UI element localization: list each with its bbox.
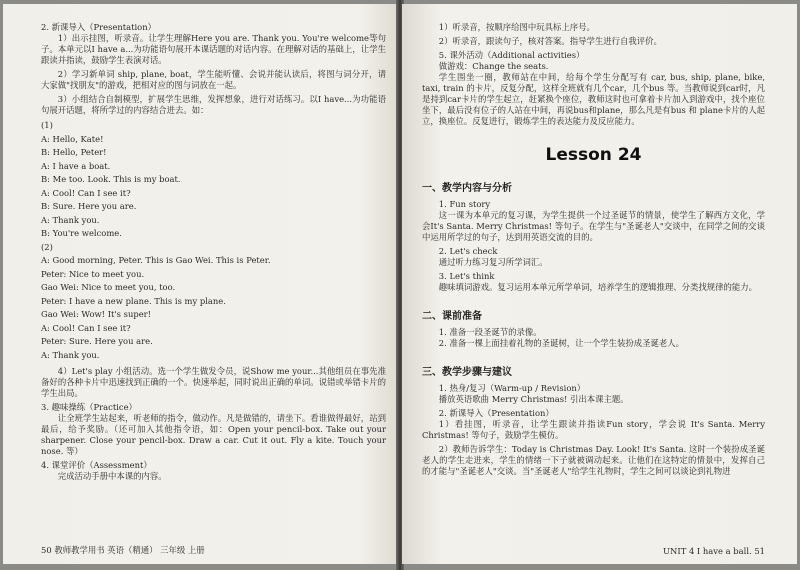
dialogue-line: B: Me too. Look. This is my boat.	[41, 174, 181, 184]
subsection-title: 3. Let's think	[438, 271, 495, 281]
dialogue-line: A: Cool! Can I see it?	[41, 322, 131, 333]
paragraph: 2）学习新单词 ship, plane, boat，学生能听懂、会说并能认读后，将图与词分开，请大家做"找朋友"的游戏，把相对应的图与词放在一起。	[41, 69, 386, 90]
paragraph: 3）小组结合自制模型，扩展学生思维，发挥想象，进行对话练习。以I have...为功能语句展开话题，将所学过的内容结合进去。如：	[41, 94, 386, 115]
dialogue-line: Peter: Sure. Here you are.	[41, 336, 153, 346]
dialogue-line: A: I have a boat.	[41, 160, 111, 171]
example-label: (2)	[41, 241, 53, 252]
dialogue-line: B: Hello, Peter!	[41, 147, 107, 157]
section-heading: 一、教学内容与分析	[422, 183, 512, 194]
section-heading: 三、教学步骤与建议	[422, 367, 512, 378]
list-item: 1. 准备一段圣诞节的录像。	[438, 327, 542, 337]
paragraph: 学生围坐一圈，教师站在中间，给每个学生分配写有 car, bus, ship, plane, bike, taxi, train 的卡片，反复分配，这样全班就有几个car，几个bus 等。当教师说到car时，凡是持到car卡片的学生起立，赶紧换个座位，教师这时也可拿着卡片加入到游戏中，找个座位坐下，最后没有位子的人站在中间，再说bus和plane，那么凡是有bus 和 plane卡片的人起立，换座位。反复进行，锻炼学生的表达能力及反应能力。	[422, 72, 765, 126]
section-title: 3. 趣味操练（Practice）	[41, 402, 137, 412]
paragraph: 1）出示挂图，听录音。让学生理解Here you are. Thank you. You're welcome等句子。本单元以I have a...为功能语句展开本课话题的对话内容。在理解对话的基础上，让学生跟读并指读，鼓励学生表演对话。	[41, 33, 386, 65]
left-page	[3, 4, 398, 564]
paragraph: 通过听力练习复习所学词汇。	[438, 257, 548, 267]
dialogue-line: A: Thank you.	[41, 214, 100, 225]
dialogue-line: Peter: Nice to meet you.	[41, 268, 145, 279]
section-title: 4. 课堂评价（Assessment）	[41, 460, 152, 470]
dialogue-line: B: Sure. Here you are.	[41, 201, 137, 211]
dialogue-line: Gao Wei: Nice to meet you, too.	[41, 282, 176, 292]
lesson-title: Lesson 24	[545, 145, 642, 165]
page-footer: 50 教师教学用书 英语（精通） 三年级 上册	[41, 545, 205, 555]
section-title: 5. 课外活动（Additional activities）	[438, 50, 585, 60]
paragraph: 这一课为本单元的复习课，为学生提供一个过圣诞节的情景，使学生了解西方文化，学会It's Santa. Merry Christmas! 等句子。在学生与"圣诞老人"交谈中，在同学之间的交谈中运用所学过的句子，达到用英语交流的目的。	[422, 210, 765, 242]
paragraph: 1）看挂图，听录音，让学生跟读并指读Fun story，学会说 It's Santa. Merry Christmas! 等句子，鼓励学生模仿。	[422, 419, 765, 440]
paragraph: 让全班学生站起来，听老师的指令，做动作。凡是做错的，请坐下。看谁做得最好，站到最后，给予奖励。（还可加入其他指令语，如：Open your pencil-box. Take out your sharpener. Close your pencil-box. Draw a car. Cut it out. Fly a kite. Touch your nose. 等）	[41, 413, 386, 456]
subsection-title: 2. 新课导入（Presentation）	[438, 408, 554, 418]
dialogue-line: B: You're welcome.	[41, 228, 122, 238]
paragraph: 完成活动手册中本课的内容。	[57, 471, 167, 481]
list-item: 2. 准备一棵上面挂着礼物的圣诞树，让一个学生装扮成圣诞老人。	[438, 338, 684, 348]
paragraph: 2）听录音，跟读句子，核对答案。指导学生进行自我评价。	[438, 36, 662, 46]
dialogue-line: A: Thank you.	[41, 349, 100, 360]
dialogue-line: A: Good morning, Peter. This is Gao Wei. This is Peter.	[41, 255, 271, 265]
subsection-title: 1. Fun story	[438, 199, 491, 209]
page-footer: UNIT 4 I have a ball. 51	[663, 546, 765, 556]
dialogue-line: A: Cool! Can I see it?	[41, 187, 131, 198]
section-heading: 二、课前准备	[422, 311, 482, 322]
paragraph: 播放英语歌曲 Merry Christmas! 引出本课主题。	[438, 394, 629, 404]
subsection-title: 1. 热身/复习（Warm-up / Revision）	[438, 383, 586, 393]
paragraph: 趣味填词游戏。复习运用本单元所学单词，培养学生的逻辑推理、分类找规律的能力。	[438, 282, 758, 292]
section-subtitle: 做游戏：Change the seats.	[438, 61, 549, 71]
dialogue-line: Gao Wei: Wow! It's super!	[41, 309, 152, 319]
paragraph: 2）教师告诉学生：Today is Christmas Day. Look! It's Santa. 这时一个装扮成圣诞老人的学生走进来，学生的情绪一下子就被调动起来。让他们在这特定的情景中，发挥自己的才能与"圣诞老人"交谈。当"圣诞老人"给学生礼物时，学生之间可以谈论到礼物进	[422, 444, 765, 476]
subsection-title: 2. Let's check	[438, 246, 498, 256]
example-label: (1)	[41, 120, 53, 130]
right-page	[402, 4, 797, 564]
dialogue-line: Peter: I have a new plane. This is my plane.	[41, 295, 226, 306]
dialogue-line: A: Hello, Kate!	[41, 133, 104, 144]
section-title: 2. 新课导入（Presentation）	[41, 22, 156, 32]
paragraph: 4）Let's play 小组活动。选一个学生做发令员，说Show me your...其他组员在事先准备好的各种卡片中迅速找到正确的一个。快速举起，同时说出正确的单词。说错或举错卡片的学生出局。	[41, 366, 386, 398]
paragraph: 1）听录音，按顺序给图中玩具标上序号。	[438, 22, 595, 32]
